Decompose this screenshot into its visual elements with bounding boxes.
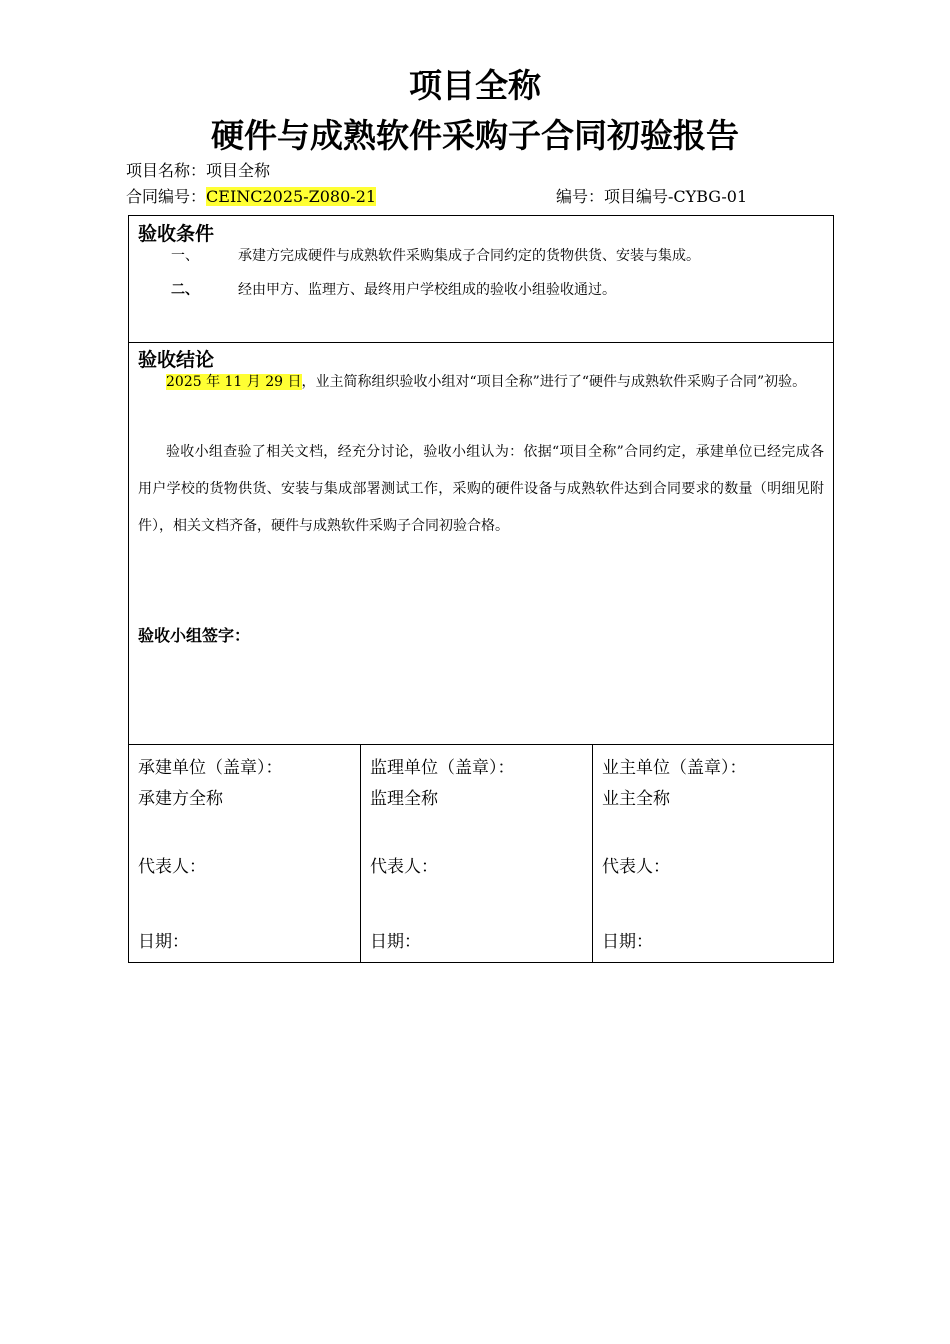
contractor-rep-label: 代表人： — [138, 857, 206, 877]
supervisor-unit-name: 监理全称 — [370, 789, 438, 809]
owner-date-label: 日期： — [602, 932, 653, 952]
contract-no-row — [126, 184, 376, 207]
column-divider — [360, 744, 361, 962]
doc-no-value: 项目编号-CYBG-01 — [604, 187, 748, 206]
title-line-1: 项目全称 — [409, 66, 541, 105]
contract-no-value: CEINC2025-Z080-21 — [206, 187, 377, 206]
owner-unit-name: 业主全称 — [602, 789, 670, 809]
signature-label: 验收小组签字： — [138, 626, 251, 645]
column-divider — [592, 744, 593, 962]
row-divider — [129, 342, 833, 343]
contract-no-label: 合同编号： — [126, 187, 207, 206]
doc-no-label: 编号： — [556, 187, 605, 206]
supervisor-date-label: 日期： — [370, 932, 421, 952]
conclusion-heading: 验收结论 — [138, 349, 215, 371]
condition-1-text: 承建方完成硬件与成熟软件采购集成子合同约定的货物供货、安装与集成。 — [238, 248, 700, 264]
conditions-heading: 验收条件 — [138, 223, 215, 245]
conclusion-paragraph-1-text: ，业主简称组织验收小组对“项目全称”进行了“硬件与成熟软件采购子合同”初验。 — [301, 374, 807, 390]
acceptance-date: 2025 年 11 月 29 日 — [166, 374, 302, 390]
title-line-2: 硬件与成熟软件采购子合同初验报告 — [211, 116, 739, 155]
project-name-value: 项目全称 — [206, 161, 271, 180]
conclusion-paragraph-1 — [138, 364, 824, 401]
contractor-unit-name: 承建方全称 — [138, 789, 223, 809]
conclusion-paragraph-2: 验收小组查验了相关文档，经充分讨论，验收小组认为：依据“项目全称”合同约定，承建单位已经完成各用户学校的货物供货、安装与集成部署测试工作，采购的硬件设备与成熟软件达到合同要求的数量（明细见附件），相关文档齐备，硬件与成熟软件采购子合同初验合格。 — [138, 444, 824, 534]
contractor-unit-label: 承建单位（盖章）： — [138, 758, 283, 778]
supervisor-rep-label: 代表人： — [370, 857, 438, 877]
project-name-label: 项目名称： — [126, 161, 207, 180]
doc-no-row — [556, 184, 747, 207]
owner-rep-label: 代表人： — [602, 857, 670, 877]
row-divider — [129, 744, 833, 745]
owner-unit-label: 业主单位（盖章）： — [602, 758, 747, 778]
condition-1-num: 一、 — [171, 248, 199, 264]
supervisor-unit-label: 监理单位（盖章）： — [370, 758, 515, 778]
project-name-row — [126, 158, 270, 181]
condition-2-text: 经由甲方、监理方、最终用户学校组成的验收小组验收通过。 — [238, 282, 616, 298]
contractor-date-label: 日期： — [138, 932, 189, 952]
condition-2-num: 二、 — [171, 282, 199, 298]
acceptance-table — [128, 215, 834, 963]
